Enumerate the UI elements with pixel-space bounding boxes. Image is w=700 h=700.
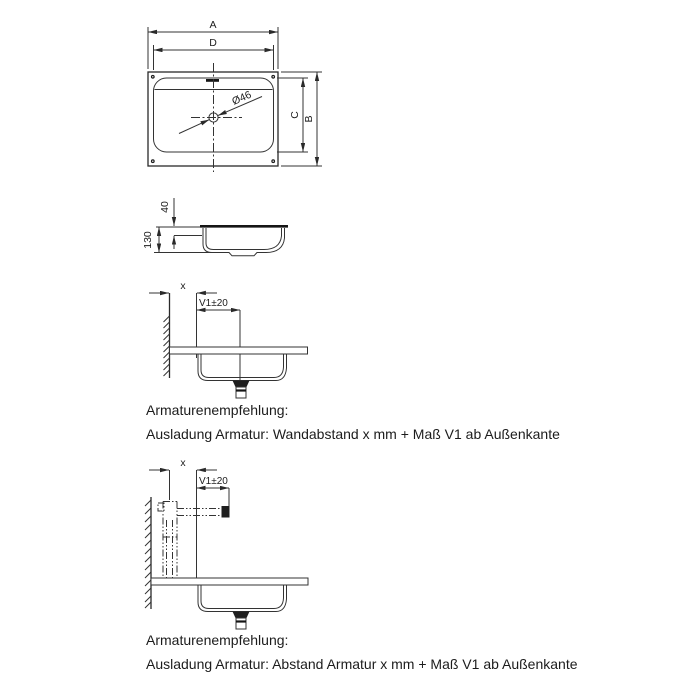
basin-outline-outer <box>203 228 285 256</box>
drain-fitting <box>233 381 250 399</box>
countertop-edge <box>151 578 308 585</box>
drain-fitting <box>233 612 250 630</box>
wall-hatching <box>164 316 170 376</box>
dim-label-drain-diameter: Ø46 <box>230 88 254 108</box>
recommendation-faucet-block <box>146 632 578 672</box>
wall-distance-view <box>149 280 308 398</box>
recommendation-wall-block <box>146 402 560 442</box>
dim-label-d: D <box>209 37 217 49</box>
recommendation-text: Ausladung Armatur: Wandabstand x mm + Maß V1 ab Außenkante <box>146 426 560 442</box>
faucet-distance-view <box>145 457 308 629</box>
countertop-edge <box>170 347 308 354</box>
basin-outline-outer <box>198 585 287 612</box>
dim-label-v1-faucet: V1±20 <box>199 476 228 487</box>
faucet-outline <box>158 502 224 579</box>
recommendation-heading: Armaturenempfehlung: <box>146 632 289 648</box>
dim-label-40: 40 <box>159 201 171 213</box>
dim-label-a: A <box>209 19 217 31</box>
dim-label-c: C <box>289 111 301 119</box>
dim-label-x-faucet: x <box>180 457 186 469</box>
basin-outline-inner <box>206 228 282 250</box>
basin-outline-outer <box>198 354 287 381</box>
sink-profile-view <box>142 198 288 256</box>
sink-top-view <box>148 19 322 172</box>
faucet-spout-outlet <box>222 506 230 518</box>
dim-label-b: B <box>303 115 315 123</box>
dim-label-v1-wall: V1±20 <box>199 298 228 309</box>
recommendation-heading: Armaturenempfehlung: <box>146 402 289 418</box>
basin-outline-inner <box>201 585 284 609</box>
recommendation-text: Ausladung Armatur: Abstand Armatur x mm + Maß V1 ab Außenkante <box>146 656 578 672</box>
wall-hatching <box>145 500 151 608</box>
dim-label-x-wall: x <box>180 280 186 292</box>
dim-label-130: 130 <box>142 231 154 249</box>
basin-outline-inner <box>201 354 284 378</box>
